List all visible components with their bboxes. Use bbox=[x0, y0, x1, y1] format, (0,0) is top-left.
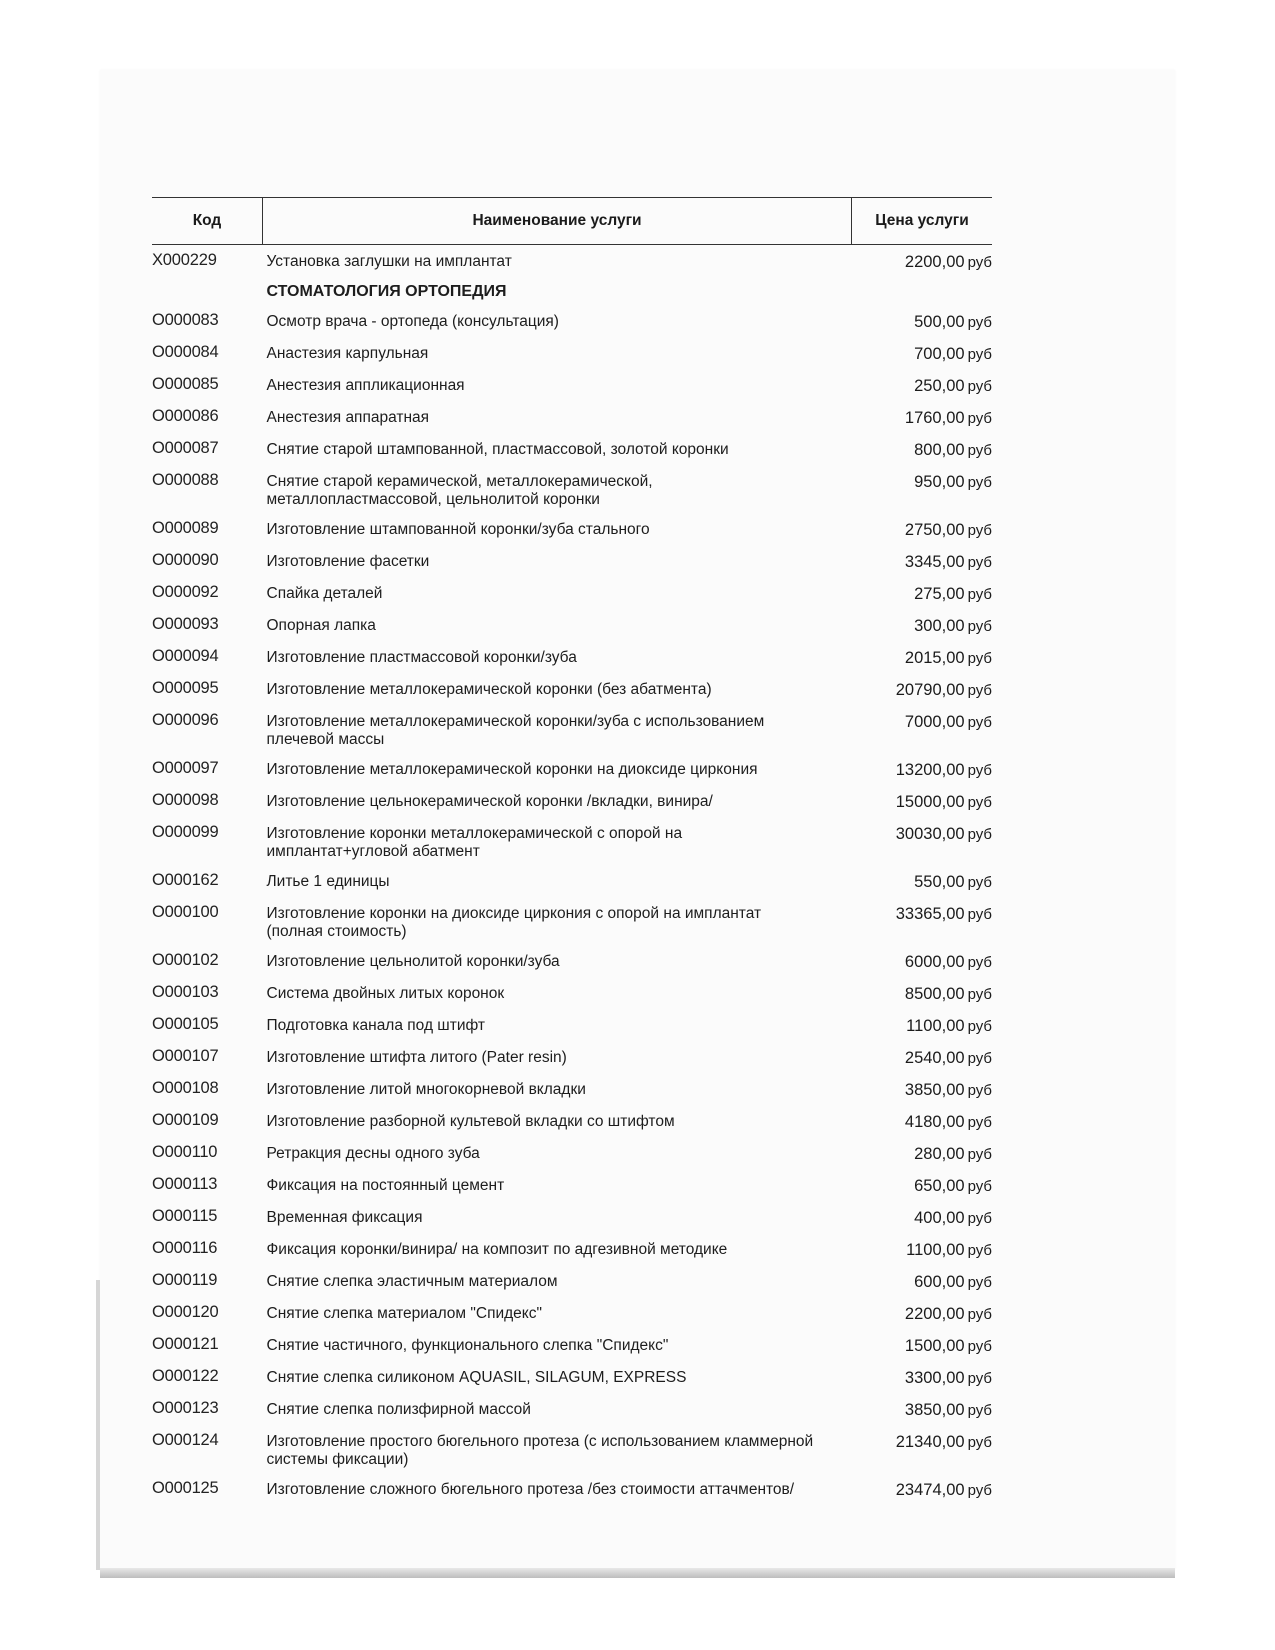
service-code: O000108 bbox=[152, 1079, 219, 1097]
currency-label: руб bbox=[967, 1082, 992, 1099]
table-row bbox=[152, 577, 992, 609]
service-name: Изготовление фасетки bbox=[266, 553, 430, 570]
currency-label: руб bbox=[967, 986, 992, 1003]
service-price-cell bbox=[852, 705, 993, 753]
service-price: 650,00 bbox=[914, 1177, 965, 1195]
service-code: O000084 bbox=[152, 343, 219, 361]
table-header-row bbox=[152, 198, 992, 245]
service-price-cell bbox=[852, 433, 993, 465]
service-price-cell bbox=[852, 245, 993, 278]
service-name: Установка заглушки на имплантат bbox=[266, 253, 512, 270]
service-price-cell bbox=[852, 817, 993, 865]
table-row bbox=[152, 1105, 992, 1137]
service-price: 3345,00 bbox=[904, 553, 965, 571]
currency-label: руб bbox=[967, 1370, 992, 1387]
currency-label: руб bbox=[967, 714, 992, 731]
table-row bbox=[152, 433, 992, 465]
header-price: Цена услуги bbox=[852, 198, 993, 245]
service-price-cell bbox=[852, 785, 993, 817]
table-row bbox=[152, 897, 992, 945]
service-name-cell bbox=[263, 1297, 852, 1329]
service-price: 950,00 bbox=[914, 473, 965, 491]
service-code: O000100 bbox=[152, 903, 219, 921]
service-price: 1500,00 bbox=[904, 1337, 965, 1355]
service-name-cell bbox=[263, 369, 852, 401]
service-name-cell bbox=[263, 1137, 852, 1169]
currency-label: руб bbox=[967, 1050, 992, 1067]
table-row bbox=[152, 1361, 992, 1393]
service-name-cell bbox=[263, 1393, 852, 1425]
currency-label: руб bbox=[967, 586, 992, 603]
table-row bbox=[152, 337, 992, 369]
service-name: Снятие слепка материалом "Спидекс" bbox=[266, 1305, 542, 1322]
service-price-cell bbox=[852, 609, 993, 641]
service-code: O000090 bbox=[152, 551, 219, 569]
service-price: 30030,00 bbox=[895, 825, 965, 843]
service-code: O000085 bbox=[152, 375, 219, 393]
service-name: Анестезия аппаратная bbox=[266, 409, 430, 426]
currency-label: руб bbox=[967, 522, 992, 539]
currency-label: руб bbox=[967, 1210, 992, 1227]
currency-label: руб bbox=[967, 906, 992, 923]
service-code: O000098 bbox=[152, 791, 219, 809]
table-row bbox=[152, 305, 992, 337]
service-name: Изготовление металлокерамической коронки/зуба с использованием bbox=[266, 713, 765, 730]
service-price-cell bbox=[852, 513, 993, 545]
service-code: O000102 bbox=[152, 951, 219, 969]
currency-label: руб bbox=[967, 682, 992, 699]
service-name-cell bbox=[263, 1073, 852, 1105]
service-price: 600,00 bbox=[914, 1273, 965, 1291]
service-price: 1100,00 bbox=[906, 1017, 965, 1035]
table-row bbox=[152, 245, 992, 278]
service-price-cell bbox=[852, 1009, 993, 1041]
service-price-cell bbox=[852, 865, 993, 897]
service-code: O000086 bbox=[152, 407, 219, 425]
service-name: Спайка деталей bbox=[266, 585, 383, 602]
service-name-cell bbox=[263, 337, 852, 369]
currency-label: руб bbox=[967, 954, 992, 971]
service-code: O000092 bbox=[152, 583, 219, 601]
service-price-cell bbox=[852, 673, 993, 705]
service-price: 20790,00 bbox=[895, 681, 965, 699]
service-name: Фиксация коронки/винира/ на композит по адгезивной методике bbox=[266, 1241, 728, 1258]
table-row bbox=[152, 1393, 992, 1425]
service-price-cell bbox=[852, 465, 993, 513]
service-code: O000121 bbox=[152, 1335, 219, 1353]
table-row bbox=[152, 673, 992, 705]
paper-edge-shadow bbox=[96, 1280, 100, 1570]
service-name-cell bbox=[263, 1329, 852, 1361]
service-name: Изготовление разборной культевой вкладки со штифтом bbox=[266, 1113, 675, 1130]
service-price-cell bbox=[852, 977, 993, 1009]
table-body bbox=[152, 245, 992, 1506]
currency-label: руб bbox=[967, 618, 992, 635]
service-price-cell bbox=[852, 1297, 993, 1329]
table-row bbox=[152, 641, 992, 673]
header-service-name: Наименование услуги bbox=[263, 198, 852, 245]
service-name-cell bbox=[263, 1425, 852, 1473]
table-row bbox=[152, 1137, 992, 1169]
service-name: Изготовление коронки металлокерамической с опорой на bbox=[266, 825, 683, 842]
service-name-continuation: системы фиксации) bbox=[266, 1451, 409, 1468]
service-name-cell bbox=[263, 305, 852, 337]
service-name-cell bbox=[263, 433, 852, 465]
service-price: 280,00 bbox=[914, 1145, 965, 1163]
service-code: O000105 bbox=[152, 1015, 219, 1033]
section-title: СТОМАТОЛОГИЯ ОРТОПЕДИЯ bbox=[266, 283, 507, 300]
service-name-continuation: имплантат+угловой абатмент bbox=[266, 843, 480, 860]
service-code: O000087 bbox=[152, 439, 219, 457]
table-row bbox=[152, 1009, 992, 1041]
service-name-cell bbox=[263, 513, 852, 545]
service-name-cell bbox=[263, 1009, 852, 1041]
service-price-cell bbox=[852, 1169, 993, 1201]
service-price: 250,00 bbox=[914, 377, 965, 395]
service-name: Снятие слепка полизфирной массой bbox=[266, 1401, 531, 1418]
service-code: O000096 bbox=[152, 711, 219, 729]
table-row bbox=[152, 609, 992, 641]
service-name: Снятие частичного, функционального слепка "Спидекс" bbox=[266, 1337, 669, 1354]
service-price-cell bbox=[852, 1329, 993, 1361]
service-name-continuation: плечевой массы bbox=[266, 731, 385, 748]
service-name: Изготовление металлокерамической коронки на диоксиде циркония bbox=[266, 761, 758, 778]
service-price: 800,00 bbox=[914, 441, 965, 459]
service-price: 21340,00 bbox=[895, 1433, 965, 1451]
service-code: X000229 bbox=[152, 251, 217, 269]
service-price: 8500,00 bbox=[904, 985, 965, 1003]
service-price: 1100,00 bbox=[906, 1241, 965, 1259]
service-price: 2540,00 bbox=[904, 1049, 965, 1067]
service-code: O000125 bbox=[152, 1479, 219, 1497]
service-name-cell bbox=[263, 673, 852, 705]
service-code: O000083 bbox=[152, 311, 219, 329]
service-price-cell bbox=[852, 545, 993, 577]
service-name: Временная фиксация bbox=[266, 1209, 423, 1226]
currency-label: руб bbox=[967, 1018, 992, 1035]
service-name: Снятие старой штампованной, пластмассовой, золотой коронки bbox=[266, 441, 729, 458]
service-name: Ретракция десны одного зуба bbox=[266, 1145, 480, 1162]
service-name-cell bbox=[263, 817, 852, 865]
service-price: 6000,00 bbox=[904, 953, 965, 971]
service-price-cell bbox=[852, 1137, 993, 1169]
service-price: 4180,00 bbox=[904, 1113, 965, 1131]
service-price-cell bbox=[852, 1201, 993, 1233]
currency-label: руб bbox=[967, 1338, 992, 1355]
service-name-cell bbox=[263, 977, 852, 1009]
service-price-cell bbox=[852, 1265, 993, 1297]
service-price: 13200,00 bbox=[895, 761, 965, 779]
service-name-cell bbox=[263, 577, 852, 609]
service-name: Изготовление цельнолитой коронки/зуба bbox=[266, 953, 560, 970]
service-code: O000123 bbox=[152, 1399, 219, 1417]
service-name: Снятие слепка силиконом AQUASIL, SILAGUM, EXPRESS bbox=[266, 1369, 687, 1386]
service-name-cell bbox=[263, 1265, 852, 1297]
service-name-cell bbox=[263, 465, 852, 513]
service-code: O000095 bbox=[152, 679, 219, 697]
currency-label: руб bbox=[967, 474, 992, 491]
currency-label: руб bbox=[967, 378, 992, 395]
service-code: O000113 bbox=[152, 1175, 218, 1193]
currency-label: руб bbox=[967, 1482, 992, 1499]
table-row bbox=[152, 1233, 992, 1265]
service-name: Изготовление простого бюгельного протеза (с использованием кламмерной bbox=[266, 1433, 814, 1450]
service-price-cell bbox=[852, 897, 993, 945]
currency-label: руб bbox=[967, 794, 992, 811]
service-code: O000099 bbox=[152, 823, 219, 841]
service-name-cell bbox=[263, 245, 852, 278]
service-price-cell bbox=[852, 1233, 993, 1265]
service-name: Опорная лапка bbox=[266, 617, 376, 634]
currency-label: руб bbox=[967, 1242, 992, 1259]
service-price: 1760,00 bbox=[904, 409, 965, 427]
service-price-cell bbox=[852, 401, 993, 433]
table-row bbox=[152, 1473, 992, 1505]
service-name: Анастезия карпульная bbox=[266, 345, 429, 362]
service-name: Изготовление сложного бюгельного протеза /без стоимости аттачментов/ bbox=[266, 1481, 795, 1498]
service-code: O000122 bbox=[152, 1367, 219, 1385]
service-name-cell bbox=[263, 753, 852, 785]
table-row bbox=[152, 865, 992, 897]
service-name-cell bbox=[263, 641, 852, 673]
table-row bbox=[152, 705, 992, 753]
service-code: O000110 bbox=[152, 1143, 218, 1161]
service-code: O000115 bbox=[152, 1207, 218, 1225]
table-row bbox=[152, 945, 992, 977]
service-price-cell bbox=[852, 1073, 993, 1105]
currency-label: руб bbox=[967, 826, 992, 843]
service-name: Подготовка канала под штифт bbox=[266, 1017, 486, 1034]
service-price: 23474,00 bbox=[895, 1481, 965, 1499]
table-row bbox=[152, 1169, 992, 1201]
service-name-cell bbox=[263, 1473, 852, 1505]
service-price-cell bbox=[852, 753, 993, 785]
service-price: 275,00 bbox=[914, 585, 965, 603]
service-price-cell bbox=[852, 1473, 993, 1505]
currency-label: руб bbox=[967, 1274, 992, 1291]
currency-label: руб bbox=[967, 762, 992, 779]
service-name-cell bbox=[263, 1361, 852, 1393]
service-price-cell bbox=[852, 1393, 993, 1425]
currency-label: руб bbox=[967, 1178, 992, 1195]
currency-label: руб bbox=[967, 314, 992, 331]
currency-label: руб bbox=[967, 254, 992, 271]
table-row bbox=[152, 401, 992, 433]
service-name: Литье 1 единицы bbox=[266, 873, 390, 890]
service-code: O000093 bbox=[152, 615, 219, 633]
table-row bbox=[152, 1041, 992, 1073]
table-row bbox=[152, 785, 992, 817]
service-price-cell bbox=[852, 1361, 993, 1393]
service-price-cell bbox=[852, 305, 993, 337]
currency-label: руб bbox=[967, 346, 992, 363]
service-name-cell bbox=[263, 785, 852, 817]
service-name: Фиксация на постоянный цемент bbox=[266, 1177, 505, 1194]
service-price: 500,00 bbox=[914, 313, 965, 331]
service-name: Изготовление коронки на диоксиде циркония с опорой на имплантат bbox=[266, 905, 762, 922]
currency-label: руб bbox=[967, 442, 992, 459]
service-name: Изготовление штампованной коронки/зуба стального bbox=[266, 521, 650, 538]
service-name: Система двойных литых коронок bbox=[266, 985, 505, 1002]
currency-label: руб bbox=[967, 410, 992, 427]
service-price: 7000,00 bbox=[904, 713, 965, 731]
service-price: 15000,00 bbox=[895, 793, 965, 811]
service-name-cell bbox=[263, 865, 852, 897]
service-price-cell bbox=[852, 577, 993, 609]
service-code: O000097 bbox=[152, 759, 219, 777]
service-name: Анестезия аппликационная bbox=[266, 377, 465, 394]
currency-label: руб bbox=[967, 554, 992, 571]
service-name-cell bbox=[263, 1201, 852, 1233]
service-price: 2200,00 bbox=[904, 253, 965, 271]
service-price: 2750,00 bbox=[904, 521, 965, 539]
service-name-continuation: металлопластмассовой, цельнолитой коронки bbox=[266, 491, 600, 508]
service-name: Снятие слепка эластичным материалом bbox=[266, 1273, 558, 1290]
service-name-cell bbox=[263, 401, 852, 433]
service-price-cell bbox=[852, 1425, 993, 1473]
table-row bbox=[152, 1425, 992, 1473]
service-code: O000088 bbox=[152, 471, 219, 489]
section-code-empty bbox=[152, 277, 263, 305]
service-price: 2015,00 bbox=[904, 649, 965, 667]
table-row bbox=[152, 817, 992, 865]
service-code: O000109 bbox=[152, 1111, 219, 1129]
section-header-row bbox=[152, 277, 992, 305]
price-list-table bbox=[152, 197, 992, 1505]
table-row bbox=[152, 1073, 992, 1105]
table-row bbox=[152, 1265, 992, 1297]
currency-label: руб bbox=[967, 1434, 992, 1451]
currency-label: руб bbox=[967, 1146, 992, 1163]
service-code: O000094 bbox=[152, 647, 219, 665]
table-row bbox=[152, 1297, 992, 1329]
service-price: 300,00 bbox=[914, 617, 965, 635]
currency-label: руб bbox=[967, 1114, 992, 1131]
table-row bbox=[152, 1329, 992, 1361]
service-name: Изготовление металлокерамической коронки (без абатмента) bbox=[266, 681, 712, 698]
table-row bbox=[152, 1201, 992, 1233]
service-price: 3300,00 bbox=[904, 1369, 965, 1387]
service-name: Изготовление пластмассовой коронки/зуба bbox=[266, 649, 577, 666]
service-code: O000107 bbox=[152, 1047, 219, 1065]
service-name-cell bbox=[263, 545, 852, 577]
service-name: Осмотр врача - ортопеда (консультация) bbox=[266, 313, 559, 330]
service-name-cell bbox=[263, 1105, 852, 1137]
service-price-cell bbox=[852, 945, 993, 977]
service-code: O000116 bbox=[152, 1239, 218, 1257]
service-name: Изготовление штифта литого (Pater resin) bbox=[266, 1049, 567, 1066]
service-price-cell bbox=[852, 369, 993, 401]
service-name-cell bbox=[263, 1233, 852, 1265]
header-code: Код bbox=[152, 198, 263, 245]
currency-label: руб bbox=[967, 1306, 992, 1323]
table-row bbox=[152, 513, 992, 545]
table-row bbox=[152, 369, 992, 401]
service-name: Снятие старой керамической, металлокерамической, bbox=[266, 473, 653, 490]
service-price: 3850,00 bbox=[904, 1401, 965, 1419]
service-name-cell bbox=[263, 609, 852, 641]
table-row bbox=[152, 977, 992, 1009]
service-code: O000120 bbox=[152, 1303, 219, 1321]
service-code: O000124 bbox=[152, 1431, 219, 1449]
service-price-cell bbox=[852, 1041, 993, 1073]
service-name-cell bbox=[263, 945, 852, 977]
service-name: Изготовление литой многокорневой вкладки bbox=[266, 1081, 586, 1098]
table-row bbox=[152, 753, 992, 785]
service-price: 3850,00 bbox=[904, 1081, 965, 1099]
currency-label: руб bbox=[967, 874, 992, 891]
service-code: O000119 bbox=[152, 1271, 218, 1289]
table-row bbox=[152, 545, 992, 577]
service-price: 400,00 bbox=[914, 1209, 965, 1227]
currency-label: руб bbox=[967, 1402, 992, 1419]
service-name-cell bbox=[263, 1041, 852, 1073]
service-price: 2200,00 bbox=[904, 1305, 965, 1323]
service-name: Изготовление цельнокерамической коронки /вкладки, винира/ bbox=[266, 793, 713, 810]
service-code: O000103 bbox=[152, 983, 219, 1001]
paper-bottom-edge bbox=[100, 1568, 1175, 1578]
service-code: O000162 bbox=[152, 871, 219, 889]
service-price: 33365,00 bbox=[895, 905, 965, 923]
currency-label: руб bbox=[967, 650, 992, 667]
service-name-continuation: (полная стоимость) bbox=[266, 923, 407, 940]
service-name-cell bbox=[263, 897, 852, 945]
service-price: 550,00 bbox=[914, 873, 965, 891]
service-name-cell bbox=[263, 1169, 852, 1201]
service-price: 700,00 bbox=[914, 345, 965, 363]
service-price-cell bbox=[852, 641, 993, 673]
service-name-cell bbox=[263, 705, 852, 753]
table-row bbox=[152, 465, 992, 513]
service-code: O000089 bbox=[152, 519, 219, 537]
service-price-cell bbox=[852, 337, 993, 369]
service-price-cell bbox=[852, 1105, 993, 1137]
